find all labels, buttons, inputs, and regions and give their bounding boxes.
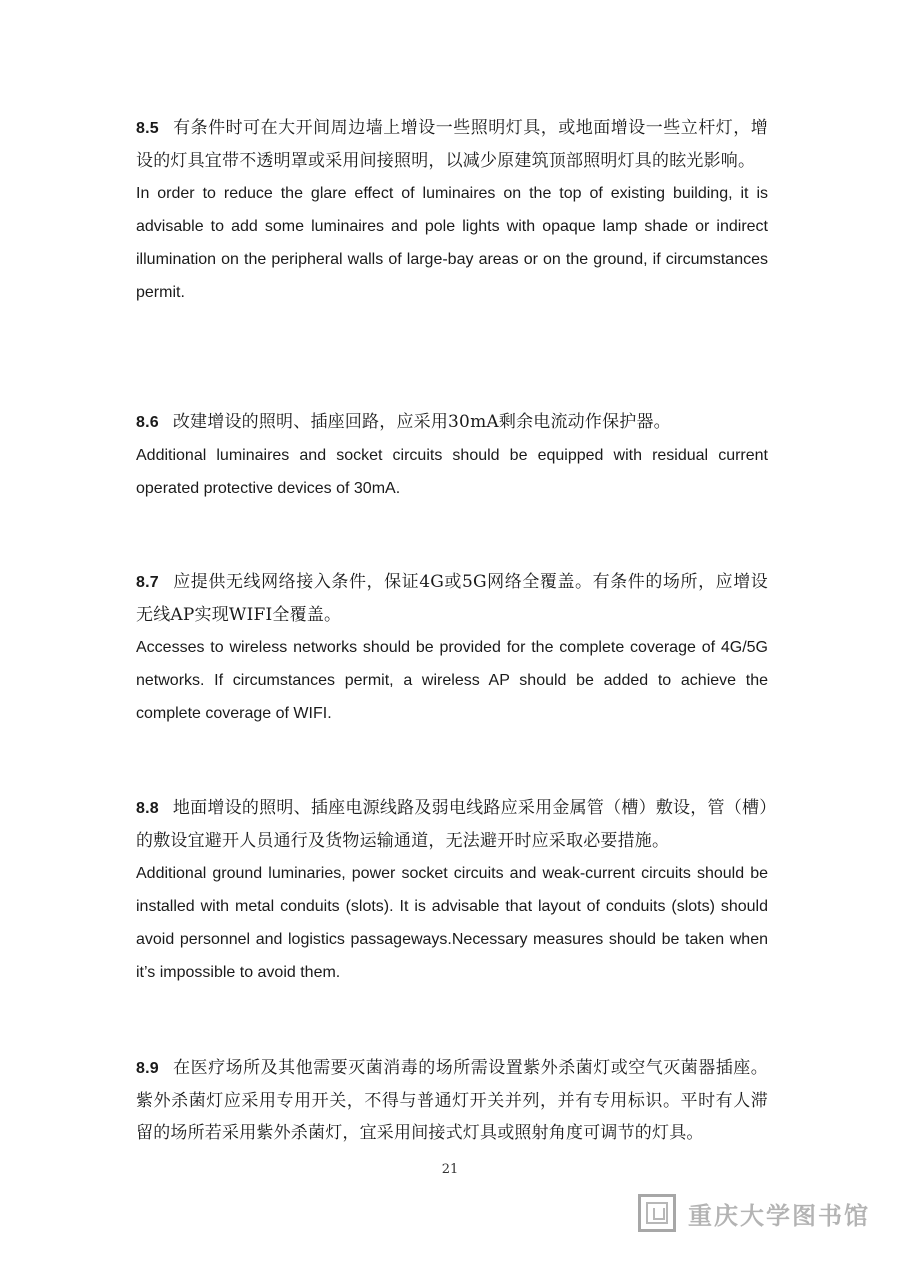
- english-paragraph: Additional ground luminaries, power socket circuits and weak-current circuits should be installed with metal conduits (slots). It is advisable that layout of conduits (slots) should avoid personnel and logistics passageways.Necessary measures should be taken when it’s impossible to avoid them.: [136, 865, 768, 981]
- section-zh-text: [136, 566, 768, 631]
- library-seal-icon: [638, 1194, 676, 1232]
- section-8-9: [136, 1052, 768, 1149]
- section-zh-text: [136, 112, 768, 177]
- chinese-paragraph: 地面增设的照明、插座电源线路及弱电线路应采用金属管（槽）敷设，管（槽）的敷设宜避开人员通行及货物运输通道，无法避开时应采取必要措施。: [136, 798, 768, 851]
- section-8-7: [136, 566, 768, 730]
- section-8-5: [136, 112, 768, 309]
- english-paragraph: Additional luminaires and socket circuits should be equipped with residual current operated protective devices of 30mA.: [136, 447, 768, 497]
- chinese-paragraph: 应提供无线网络接入条件，保证4G或5G网络全覆盖。有条件的场所，应增设无线AP实现WIFI全覆盖。: [136, 572, 768, 625]
- page-number: 21: [441, 1162, 459, 1177]
- section-8-6: [136, 406, 768, 505]
- section-8-8: [136, 792, 768, 989]
- section-number: 8.5: [136, 120, 159, 137]
- section-number: 8.8: [136, 800, 159, 817]
- section-zh-text: [136, 1052, 768, 1149]
- chinese-paragraph: 在医疗场所及其他需要灭菌消毒的场所需设置紫外杀菌灯或空气灭菌器插座。紫外杀菌灯应采用专用开关，不得与普通灯开关并列，并有专用标识。平时有人滞留的场所若采用紫外杀菌灯，宜采用间接式灯具或照射角度可调节的灯具。: [136, 1058, 768, 1143]
- english-paragraph: In order to reduce the glare effect of luminaires on the top of existing building, it is advisable to add some luminaires and pole lights with opaque lamp shade or indirect illumination on the peripheral walls of large-bay areas or on the ground, if circumstances permit.: [136, 185, 768, 301]
- section-number: 8.9: [136, 1060, 159, 1077]
- section-number: 8.6: [136, 414, 159, 431]
- chinese-paragraph: 改建增设的照明、插座回路，应采用30mA剩余电流动作保护器。: [172, 412, 671, 432]
- section-zh-text: [136, 406, 768, 439]
- english-paragraph: Accesses to wireless networks should be provided for the complete coverage of 4G/5G networks. If circumstances permit, a wireless AP should be added to achieve the complete coverage of WIFI.: [136, 639, 768, 722]
- section-zh-text: [136, 792, 768, 857]
- library-watermark: [638, 1190, 870, 1236]
- watermark-text: 重庆大学图书馆: [688, 1201, 870, 1230]
- section-number: 8.7: [136, 574, 159, 591]
- chinese-paragraph: 有条件时可在大开间周边墙上增设一些照明灯具，或地面增设一些立杆灯，增设的灯具宜带不透明罩或采用间接照明，以减少原建筑顶部照明灯具的眩光影响。: [136, 118, 768, 171]
